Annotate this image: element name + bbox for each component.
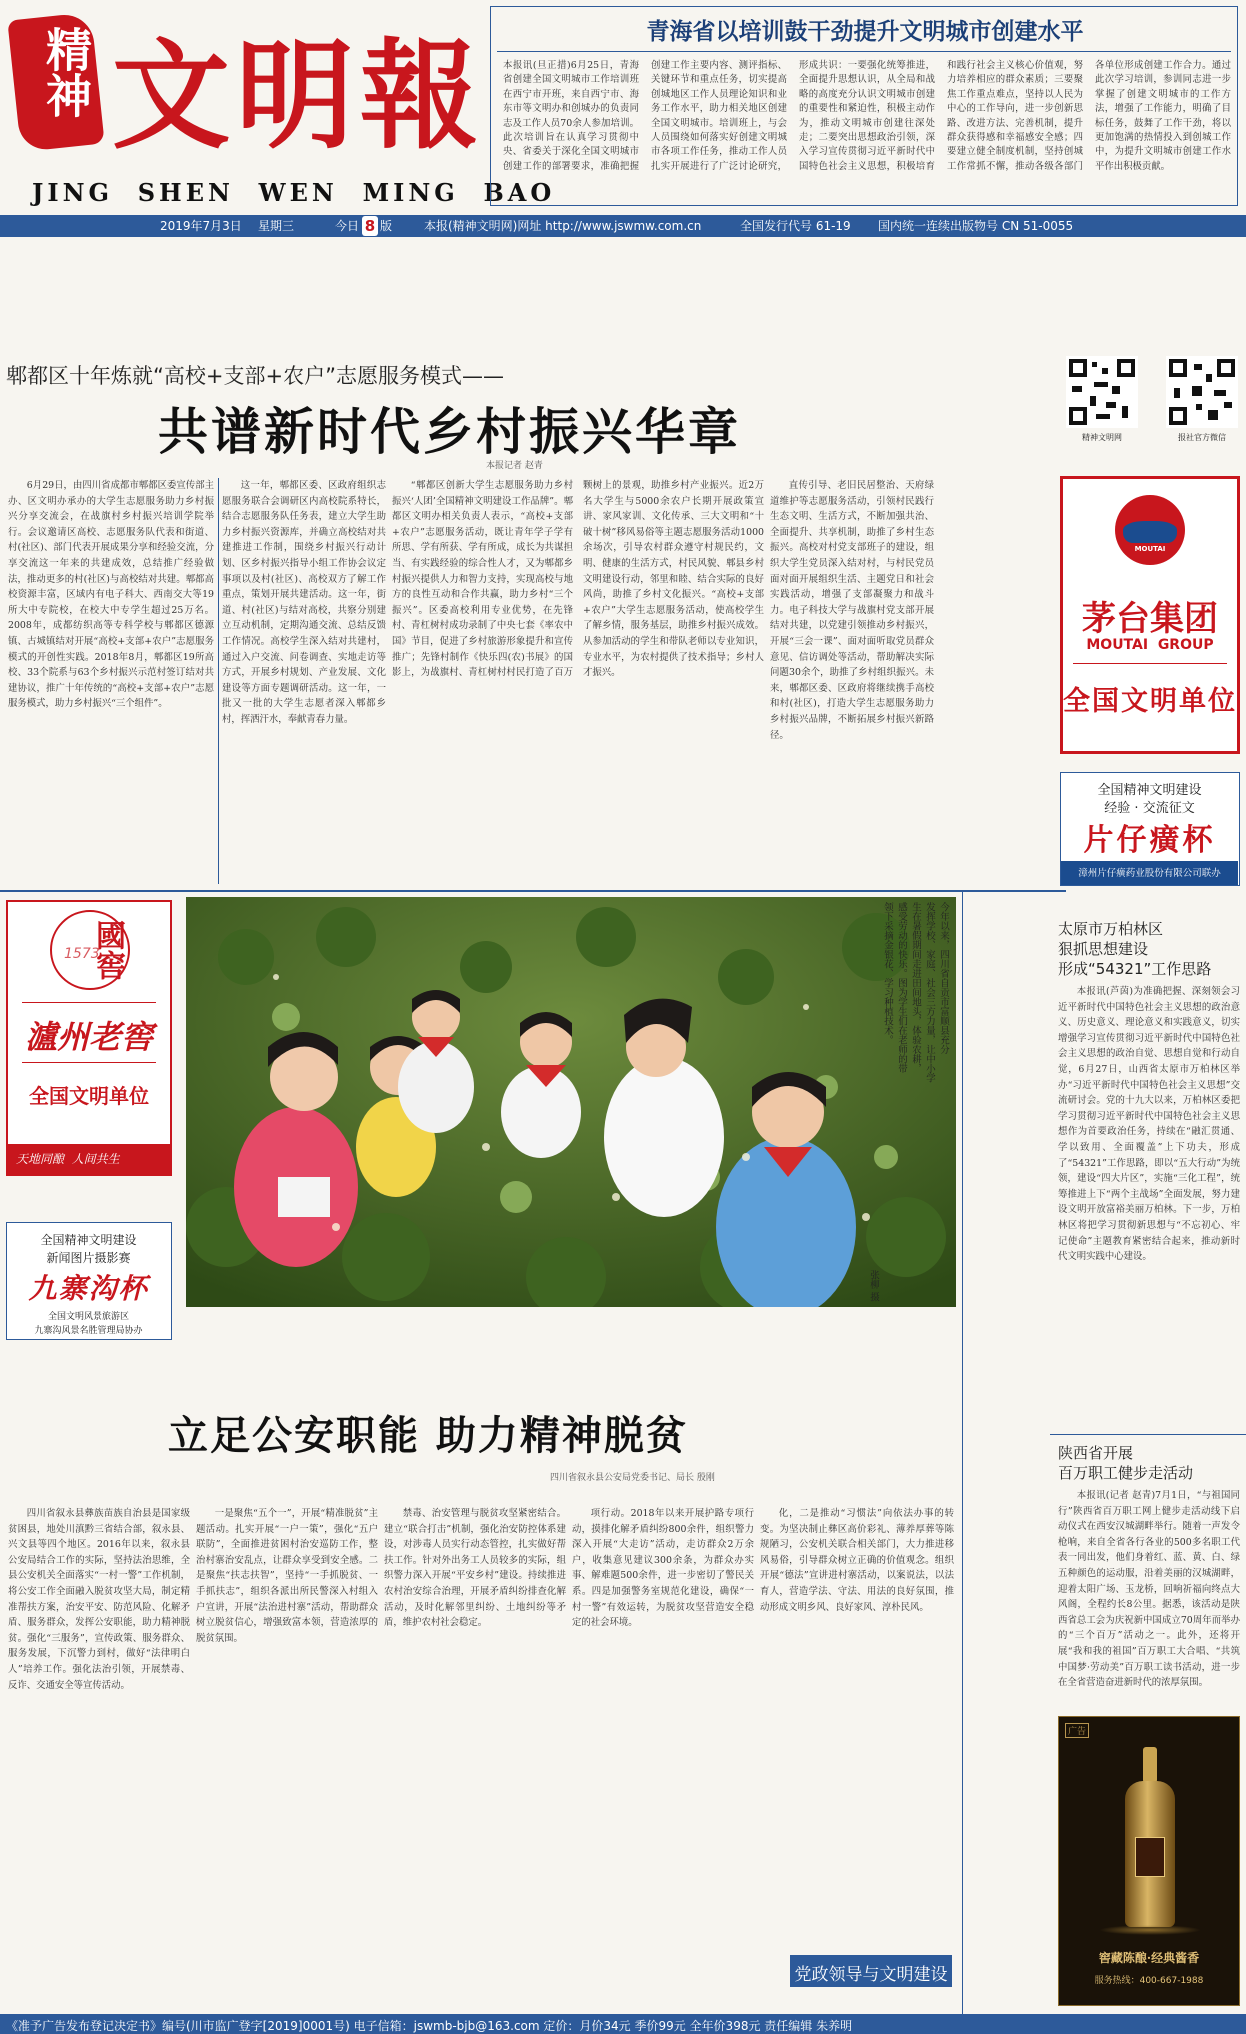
masthead — [0, 0, 556, 215]
photo-credit: 张柳 摄 — [868, 1270, 879, 1302]
footer-text: 《准予广告发布登记决定书》编号(川市监广登字[2019]0001号) 电子信箱：jswmb-bjb@163.com 定价：月价34元 季价99元 全年价398元 责任编辑 朱养明 — [6, 2019, 853, 2033]
dateline-pages-prefix: 今日 — [335, 219, 360, 233]
dateline-website: 本报(精神文明网)网址 http://www.jswmw.com.cn — [424, 219, 702, 233]
sidebar1-title-3: 形成“54321”工作思路 — [1058, 960, 1212, 978]
pianzai-line1: 全国精神文明建设 — [1097, 783, 1202, 798]
moutai-en: MOUTAI GROUP — [1086, 637, 1214, 653]
luzhou-name: 瀘州老窖 — [24, 1018, 153, 1056]
qr-code-1-graphic — [1066, 356, 1138, 428]
photo-caption-line-4: 感受劳动的快乐。图为学生们在老师的带 — [896, 902, 907, 1073]
feature-photo — [186, 897, 956, 1307]
qr-code-2 — [1166, 356, 1238, 428]
party-box — [790, 1955, 952, 1987]
qr-code-2-label: 报社官方微信 — [1178, 433, 1226, 442]
sidebar1-title-2: 狠抓思想建设 — [1058, 940, 1149, 958]
dateline-date: 2019年7月3日 — [160, 219, 242, 233]
photo-scene — [186, 897, 956, 1307]
jiuzhai-org1: 全国文明风景旅游区 — [47, 1312, 129, 1322]
dateline-pages-suffix: 版 — [380, 219, 393, 233]
second-col-1: 四川省叙永县彝族苗族自治县是国家级贫困县，地处川滇黔三省结合部，叙永县、兴文县等四个地区。2016年以来，叙永县公安局结合工作的实际，坚持法治思维，全县公安机关全面落实“一村一警”工作机制，将公安工作全面融入脱贫攻坚大局，制定精准帮扶方案，治安平安、防范风险、化解矛盾、服务群众，发挥公安职能，助力精神脱贫。强化“三服务”，宣传政策、服务群众、服务发展，下沉警力到村，做好“法律明白人”培养工作。强化法治引领，开展禁毒、反诈、交通安全等宣传活动。 — [8, 1508, 190, 1691]
liquor-ad-tag: 广告 — [1065, 1723, 1089, 1738]
lead-col-1: 6月29日，由四川省成都市郫都区委宣传部主办、区文明办承办的大学生志愿服务助力乡村振兴分享交流会，在战旗村乡村振兴培训学院举行。会议邀请区高校、志愿服务队代表和街道、村(社区)、部门代表开展成果分享和经验交流，分享交流这一年来的共建成效，总结推广经验做法，推动更多的村(社区)与高校结对共建。郫都高校资源丰富，区域内有电子科大、西南交大等19所大中专院校，在校大中专学生超过25万名。2008年，成都纺织高等专科学校与郫都区德源镇、古城镇结对开展“高校+支部+农户”志愿服务模式的开创性实践。2018年8月，郫都区19所高校、33个院系与63个乡村振兴示范村签订结对共建协议，推广十年传统的“高校+支部+农户”志愿服务模式，助力乡村振兴“三个组件”。 — [8, 480, 214, 710]
moutai-name: 茅台集团 — [1082, 599, 1218, 639]
liquor-slogan: 窖藏陈酿·经典酱香 — [1098, 1951, 1200, 1965]
photo-caption-line-1: 今年以来，四川省自贡市富顺县充分 — [938, 902, 949, 1054]
footer-bar — [0, 2014, 1246, 2034]
luzhou-sub: 全国文明单位 — [29, 1084, 149, 1108]
qr-code-1-label: 精神文明网 — [1082, 433, 1122, 442]
pianzai-name: 片仔癀杯 — [1083, 823, 1216, 858]
qr-code-2-graphic — [1166, 356, 1238, 428]
photo-caption — [868, 902, 950, 1302]
moutai-sub: 全国文明单位 — [1063, 686, 1237, 717]
photo-caption-line-2: 发挥学校、家庭、社会三方力量，让中小学 — [924, 902, 935, 1083]
jiuzhai-line1: 全国精神文明建设 — [40, 1233, 137, 1247]
top-article-headline: 青海省以培训鼓干劲提升文明城市创建水平 — [646, 18, 1084, 45]
top-article — [490, 6, 1238, 206]
jiuzhai-line2: 新闻图片摄影赛 — [46, 1251, 131, 1265]
lead-col-2: 这一年，郫都区委、区政府组织志愿服务联合会调研区内高校院系特长，结合志愿服务队任务表，建立大学生助力乡村振兴资源库，并确立高校结对共建推进工作制，围绕乡村振兴行动计划、区乡村振兴指导小组工作协会议定事项以及村(社区)、高校双方了解工作重点，策划开展共建活动。这一年，街道、村(社区)与结对高校，共察分别建立互动机制，定期沟通交流、总结反馈工作情况。高校学生深入结对共建村，通过入户交流、问卷调查、实地走访等方式，开展乡村规划、产业发展、文化建设等方面专题调研活动。这一年，一批又一批的大学生志愿者深入郫都乡村，挥洒汗水，奉献青春力量。 — [222, 480, 386, 725]
lead-kicker: 郫都区十年炼就“高校+支部+农户”志愿服务模式—— — [6, 364, 504, 388]
photo-caption-line-5: 领下采摘金银花、学习种植技术。 — [882, 902, 893, 1045]
liquor-ad — [1058, 1716, 1240, 2006]
lead-byline: 本报记者 赵青 — [486, 461, 543, 471]
second-byline: 四川省叙永县公安局党委书记、局长 殷刚 — [550, 1473, 715, 1483]
second-col-3: 禁毒、治安管理与脱贫攻坚紧密结合。建立“联合打击”机制，强化治安防控体系建设，对涉毒人员实行动态管控，扎实做好帮扶工作。针对外出务工人员较多的实际，组织警力深入开展“平安乡村”建设。持续推进农村治安综合治理，开展矛盾纠纷排查化解活动，及时化解邻里纠纷、土地纠纷等矛盾，维护农村社会稳定。 — [384, 1508, 566, 1629]
pianzai-line2: 经验 · 交流征文 — [1104, 801, 1195, 816]
jiuzhai-ad — [6, 1222, 172, 1340]
sidebar1-body: 本报讯(芦茵)为准确把握、深刻领会习近平新时代中国特色社会主义思想的政治意义、历史意义、理论意义和实践意义，切实增强学习宣传贯彻习近平新时代中国特色社会主义思想的政治自觉、思想自觉和行动自觉，6月27日，山西省太原市万柏林区举办“习近平新时代中国特色社会主义思想”交流研讨会。党的十九大以来，万柏林区委把学习贯彻习近平新时代中国特色社会主义思想作为首要政治任务，持续在“融汇贯通、学以致用、全面覆盖”上下功夫，形成了“54321”工作思路，即以“五大行动”为统领，建设“四大片区”，实施“三化工程”，统筹推进上下“两个主战场”全面发展，努力建设文明开放富裕美丽万柏林。下一步，万柏林区将把学习贯彻新思想与“不忘初心、牢记使命”主题教育紧密结合起来，推动新时代文明实践中心建设。 — [1058, 986, 1240, 1263]
dateline-bar — [0, 215, 1246, 237]
masthead-pinyin: JING SHEN WEN MING BAO — [32, 178, 556, 207]
guojiao-text: 國窖 — [90, 920, 125, 980]
sidebar1-title-1: 太原市万柏林区 — [1058, 920, 1164, 938]
luzhou-slogan: 天地同酿 人间共生 — [16, 1152, 120, 1166]
sidebar2-title-2: 百万职工健步走活动 — [1058, 1464, 1194, 1482]
moutai-logo-icon — [1115, 495, 1185, 565]
masthead-seal-text: 精神 — [39, 26, 93, 118]
pianzai-ad — [1060, 772, 1240, 886]
dateline-issue-code: 全国发行代号 61-19 — [740, 219, 851, 233]
second-col-2: 一是聚焦“五个一”，开展“精准脱贫”主题活动。扎实开展“一户一策”，强化“五户联防”，全面推进贫困村治安巡防工作，整治村寨治安乱点，让群众享受到安全感。二是聚焦“扶志扶智”，坚持“一手抓脱贫、一手抓扶志”，组织各派出所民警深入村组入户宣讲，开展“法治进村寨”活动，帮助群众树立脱贫信心，增强致富本领，营造浓厚的脱贫氛围。 — [196, 1508, 378, 1644]
second-headline: 立足公安职能 助力精神脱贫 — [168, 1413, 688, 1459]
dateline-cn-code: 国内统一连续出版物号 CN 51-0055 — [878, 219, 1074, 233]
masthead-title: 文明報 — [112, 26, 485, 165]
second-col-4: 项行动。2018年以来开展护路专项行动，摸排化解矛盾纠纷800余件，组织警力深入开展“大走访”活动，走访群众2万余户，收集意见建议300余条，为群众办实事、解难题500余件，进一步密切了警民关系。四是加强警务室规范化建设，确保“一村一警”有效运转，为脱贫攻坚营造安全稳定的社会环境。 — [572, 1508, 754, 1629]
liquor-bottle — [1125, 1747, 1175, 1927]
dateline-pages-count: 8 — [362, 216, 378, 236]
liquor-hotline: 服务热线：400-667-1988 — [1094, 1976, 1204, 1986]
party-box-text: 党政领导与文明建设 — [794, 1965, 948, 1985]
qr-code-1 — [1066, 356, 1138, 428]
top-article-body: 本报讯(旦正措)6月25日，青海省创建全国文明城市工作培训班在西宁市开班，来自西宁市、海东市等文明办和创城办的负责同志及工作人员70余人参加培训。此次培训旨在认真学习贯彻中央、省委关于深化全国文明城市创建工作的部署要求，准确把握创建工作主要内容、测评指标、关键环节和重点任务，切实提高创城地区工作人员理论知识和业务工作水平，助力相关地区创建全国文明城市。培训班上，与会人员围绕如何落实好创建文明城市各项工作任务，推动工作人员扎实开展进行了广泛讨论研究，形成共识：一要强化统筹推进，全面提升思想认识，从全局和战略的高度充分认识文明城市创建的重要性和紧迫性，积极主动作为，推动文明城市创建往深处走；二要突出思想政治引领，深入学习宣传贯彻习近平新时代中国特色社会主义思想，积极培育和践行社会主义核心价值观，努力培养相应的群众素质；三要聚焦工作重点难点，坚持以人民为中心的工作导向，进一步创新思路、改进方法、完善机制，提升群众获得感和幸福感安全感；四要建立健全制度机制，坚持创城工作常抓不懈，推动各级各部门各单位形成创建工作合力。通过此次学习培训，参训同志进一步掌握了创建文明城市的工作方法，增强了工作能力，明确了目标任务，鼓舞了工作干劲，将以更加饱满的热情投入到创城工作中，为提升文明城市创建工作水平作出积极贡献。 — [503, 60, 1231, 172]
sidebar2-title-1: 陕西省开展 — [1058, 1444, 1134, 1462]
sidebar2-body: 本报讯(记者 赵青)7月1日，“与祖国同行”陕西省百万职工网上健步走活动线下启动仪式在西安汉城湖畔举行。随着一声发令枪响，来自全省各行各业的500多名职工代表一同出发，他们身着红、蓝、黄、白、绿五种颜色的运动服，沿着美丽的汉城湖畔，迎着太阳广场、玉龙桥，回响祈福向终点大风阁，全程约长8公里。据悉，该活动是陕西省总工会为庆祝新中国成立70周年而举办的“三个百万”活动之一。此外，还将开展“我和我的祖国”百万职工大合唱、“共筑中国梦·劳动美”百万职工读书活动，进一步在全省营造奋进新时代的浓厚氛围。 — [1058, 1490, 1240, 1689]
jiuzhai-org2: 九寨沟风景名胜管理局协办 — [34, 1326, 143, 1336]
moutai-ad — [1060, 476, 1240, 754]
guojiao-year: 1573 — [64, 946, 100, 962]
lead-col-4: 直传引导、老旧民居整治、天府绿道维护等志愿服务活动，引领村民践行生态文明、生活方式，不断加强共治、全面提升、共享机制，助推了乡村生态振兴。高校对村党支部班子的建设，组织大学生党员深入结对村，与村民党员面对面开展组织生活、主题党日和社会实践活动，增强了支部凝聚力和战斗力。电子科技大学与战旗村党支部开展结对共建，以党建引领推动乡村振兴，开展“三会一课”、面对面听取党员群众意见、信访调处等活动，帮助解决实际问题30余个，助推了乡村组织振兴。未来，郫都区委、区政府将继续携手高校和村(社区)，打造大学生志愿服务助力乡村振兴品牌，不断拓展乡村振兴新路径。 — [770, 480, 934, 741]
moutai-logo-text: MOUTAI — [1134, 545, 1166, 553]
luzhou-ad — [6, 900, 172, 1176]
lead-headline: 共谱新时代乡村振兴华章 — [158, 403, 741, 461]
lead-col-3: “郫都区创新大学生志愿服务助力乡村振兴‘人团’全国精神文明建设工作品牌”。郫都区文明办相关负责人表示，“高校+支部+农户”志愿服务活动，既让青年学子学有所思、学有所获、学有所成，成长为共谋担当、有实践经验的综合性人才，又为郫都乡村振兴提供人力和智力支持，实现高校与地方的良性互动和合作共赢，助力乡村“三个振兴”。区委高校利用专业优势，在先锋村、青杠树村成功录制了中央七套《率农中国》节目，促进了乡村旅游形象提升和宣传推广；先锋村制作《快乐四(农)书展》的国影上，为战旗村、青杠树村村民打造了百万颗树上的景观，助推乡村产业振兴。近2万名大学生与5000余农户长期开展政策宣讲、家风家训、文化传承、三大文明和“十破十树”移风易俗等主题志愿服务活动1000余场次，引导农村群众遵守村规民约，文明、健康的生活方式，村民风貌、郫县乡村文明建设行动，邻里和睦、结合实际的良好风尚，助推了乡村文化振兴。“高校+支部+农户”大学生志愿服务活动，使高校学生了解乡情，服务基层，助推乡村振兴成效。从参加活动的学生和带队老师以专业知识，专业水平，为农村提供了技术指导；乡村人才振兴。 — [392, 480, 764, 679]
jiuzhai-name: 九寨沟杯 — [28, 1272, 149, 1305]
photo-caption-line-3: 生在暑假期间走进田间地头，体验农耕， — [910, 902, 921, 1073]
pianzai-company: 漳州片仔癀药业股份有限公司联办 — [1078, 868, 1221, 879]
dateline-weekday: 星期三 — [258, 219, 295, 233]
second-col-5: 化，二是推动“习惯法”向依法办事的转变。为坚决制止彝区高价彩礼、薄养厚葬等陈规陋习，公安机关联合相关部门，大力推进移风易俗，引导群众树立正确的价值观念。组织开展“德法”宣讲进村寨活动，以案说法，以法育人，营造学法、守法、用法的良好氛围，推动形成文明乡风、良好家风、淳朴民风。 — [760, 1508, 954, 1613]
